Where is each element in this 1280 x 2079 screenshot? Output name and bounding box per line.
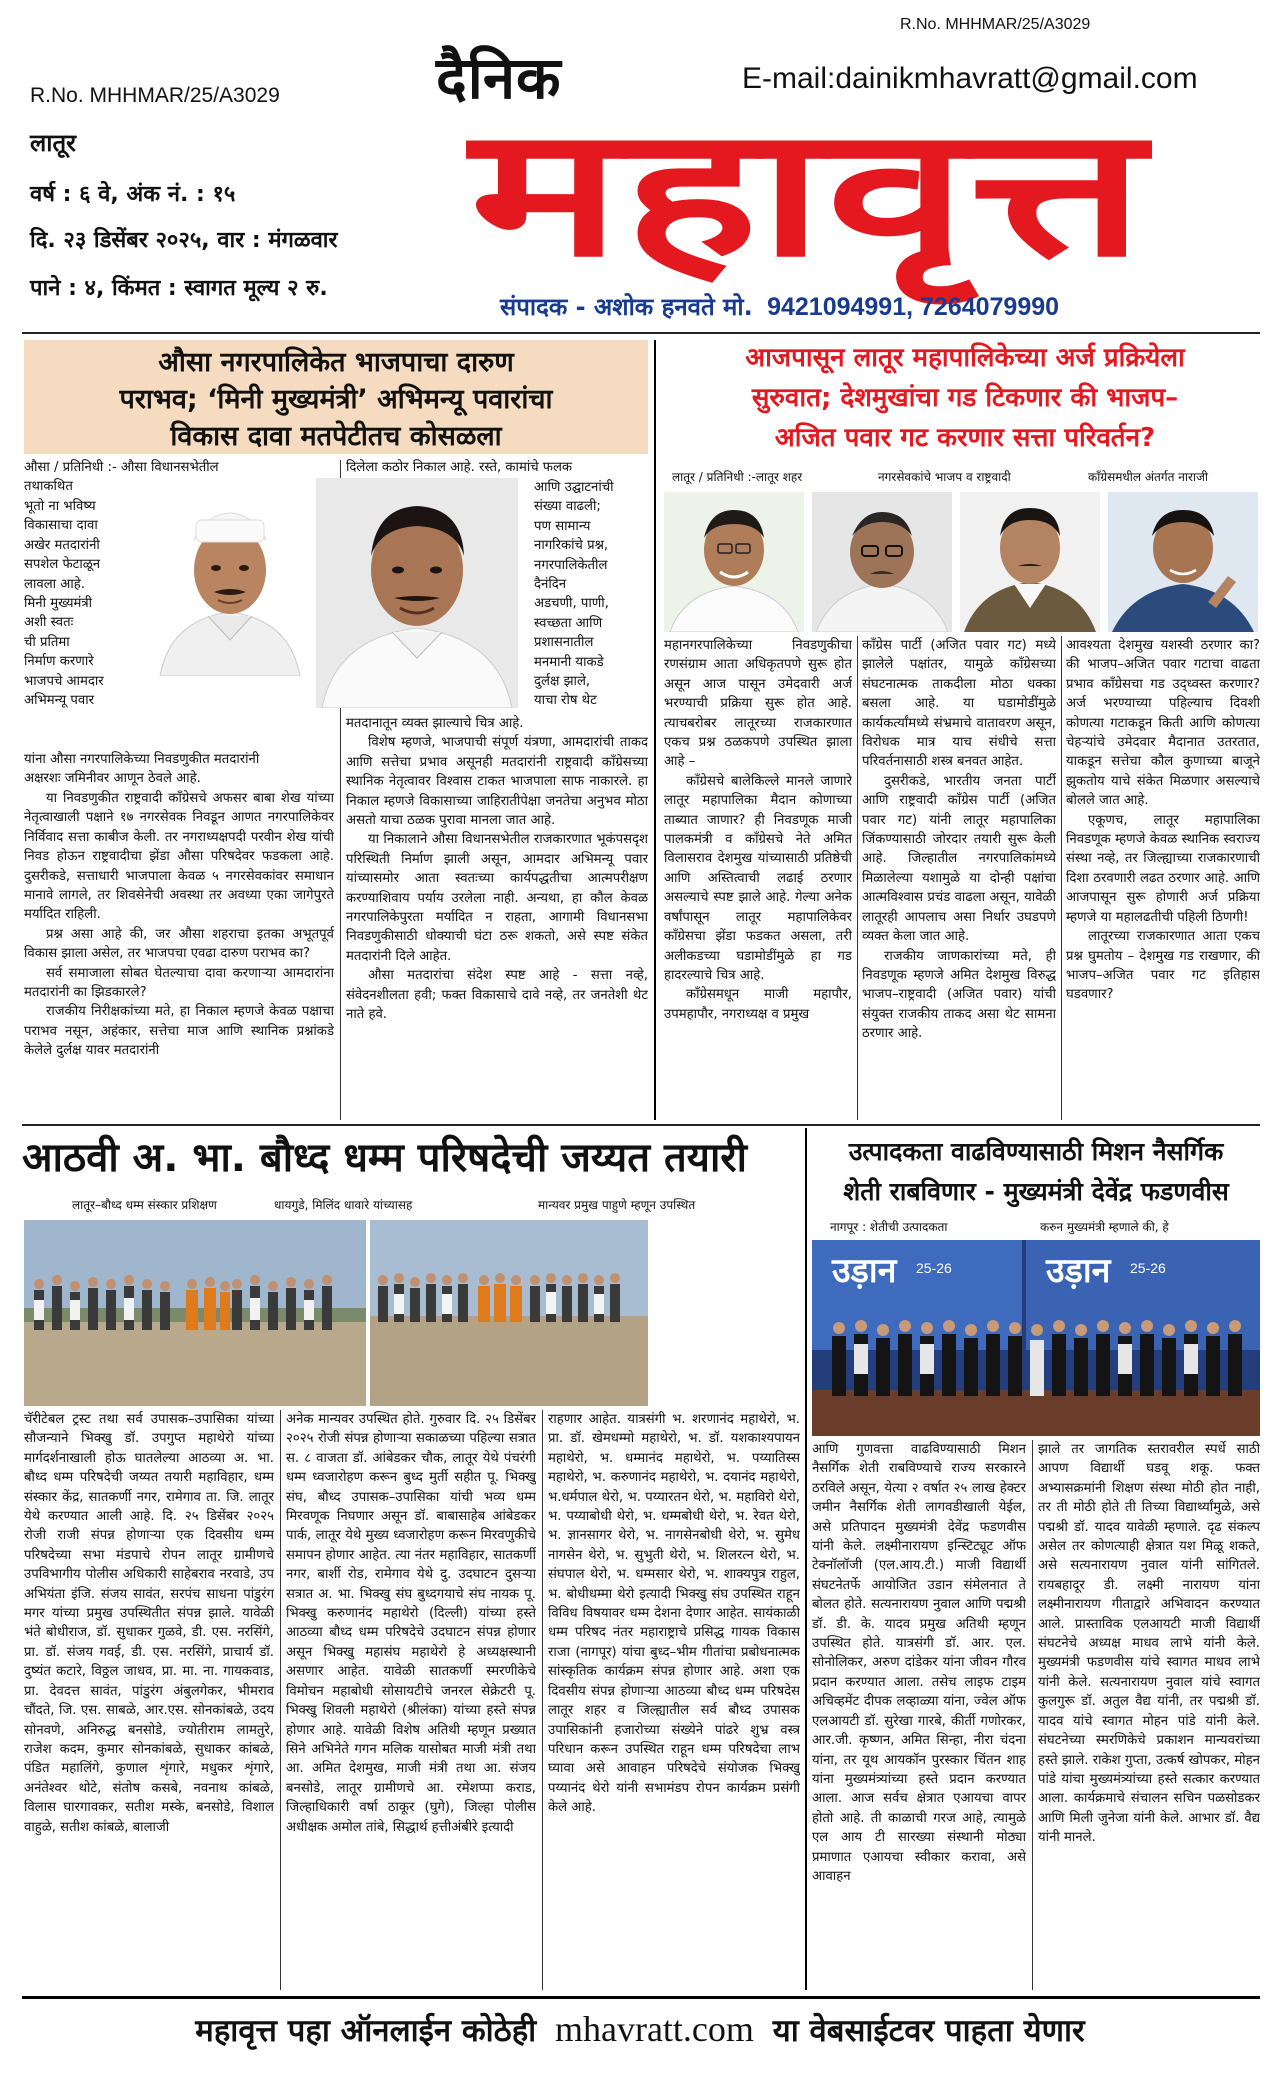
column-divider [1032,1440,1033,1990]
portrait-photo-3 [664,492,804,632]
story1-text: निर्माण करणारे [24,654,94,670]
story1-text: अक्षरशः जमिनीवर आणून ठेवले आहे. [24,771,201,787]
story3-paragraph: अनेक मान्यवर उपस्थित होते. गुरुवार दि. २५ डिसेंबर २०२५ रोजी संपन्न होणाऱ्या सकाळच्या पहिल्या सत्रात स. ८ वाजता डॉ. आंबेडकर चौक, लातूर येथे पंचरंगी धम्म ध्वजारोहण करून बुध्द मुर्ती सहीत पू. भिक्खु संघ, बौध्द उपासक–उपासिका यांची भव्य धम्म मिरवणूक निघणार असून डॉ. बाबासाहेब आंबेडकर पार्क, लातूर येथे मुख्य ध्वजारोहण करून मिरवणुकीचे समापन होणार आहेत. त्या नंतर महाविहार, सातकर्णी नगर, बार्शी रोड, रामेगाव येथे दु. उदघाटन दुसऱ्या सत्रात अ. भा. भिक्खु संघ बुध्दगयाचे संघ नायक पू. भिक्खु करुणानंद महाथेरो (दिल्ली) यांच्या हस्ते आठव्या बौध्द धम्म परिषदेचे उदघाटन संपन्न होणार असून भिक्खु महासंघ महाथेरो हे अध्यक्षस्थानी असणार आहेत. यावेळी सातकर्णी स्मरणीकेचे विमोचन महाबोधी सोसायटीचे जनरल सेक्रेटरी पू. भिक्खु शिवली महाथेरो (श्रीलंका) यांच्या हस्ते संपन्न होणार आहे. यावेळी विशेष अतिथी म्हणून प्रख्यात सिने अभिनेते गगन मलिक यासोबत माजी मंत्री तथा आ. अमित देशमुख, माजी मंत्री तथा आ. संजय बनसोडे, लातूर ग्रामीणचे आ. रमेशप्पा कराड, जिल्हाधिकारी वर्षा ठाकूर (घुगे), जिल्हा पोलीस अधीक्षक अमोल तांबे, सिद्धार्थ हत्तीअंबीरे इत्यादी [286,1412,536,1835]
story4-paragraph: झाले तर जागतिक स्तरावरील स्पर्धे साठी आपण विद्यार्थी घडवू शकू. फक्त अभ्यासक्रमांनी शिक्षण संस्था मोठी होत नाही, तर ती मोठी होते ती तिच्या विद्यार्थ्यांमुळे, असे पद्मश्री डॉ. यादव यावेळी म्हणाले. दृढ संकल्प असेल तर कोणत्याही क्षेत्रात यश मिळू शकते, असे सत्यनारायण नुवाल यांनी सांगितले. रायबहादूर डी. लक्ष्मी नारायण यांना लक्ष्मीनारायण गीताद्वारे अभिवादन करण्यात आले. प्रास्ताविक एलआयटी माजी विद्यार्थी संघटनेचे अध्यक्ष माधव लाभे यांनी केले. मुख्यमंत्री फडणवीस यांचे स्वागत माधव लाभे यांनी केले. सत्यनारायण नुवाल यांचे स्वागत कुलगुरू डॉ. अतुल वैद्य यांनी, तर पद्मश्री डॉ. यादव यांचे स्वागत मोहन पांडे यांनी केले. संघटनेच्या स्मरणिकेचे प्रकाशन मान्यवरांच्या हस्ते झाले. राकेश गुप्ता, उत्कर्ष खोपकर, मोहन पांडे यांचा मुख्यमंत्र्यांच्या हस्ते सत्कार करण्यात आला. कार्यक्रमाचे संचालन सचिन पळसोडकर आणि मिली जुनेजा यांनी केले. आभार डॉ. वैद्य यांनी मानले. [1038,1442,1260,1846]
section-rule [22,1124,1260,1126]
story1-text: दिलेला कठोर निकाल आहे. रस्ते, कामांचे फलक [346,460,573,475]
story2-headline [660,338,1270,458]
story1-paragraph: या निकालाने औसा विधानसभेतील राजकारणात भूकंपसदृश परिस्थिती निर्माण झाली असून, आमदार अभिमन्यू पवार यांच्यासमोर आता स्वतःच्या कार्यपद्धतीचा आत्मपरीक्षण करण्याशिवाय पर्याय उरलेला नाही. अन्यथा, हा कौल केवळ नगरपालिकेपुरता मर्यादित न राहता, आगामी विधानसभा निवडणुकीसाठी धोक्याची घंटा ठरू शकतो, असे स्पष्ट संकेत मतदारांनी दिले आहेत. [346,832,648,964]
story2-paragraph: आवश्यता देशमुख यशस्वी ठरणार का? की भाजप–अजित पवार गटाचा वाढता प्रभाव काँग्रेसचा गड उद्ध्वस्त करणार? अर्ज भरण्याच्या पहिल्याच दिवशी कोणत्या गटाकडून किती आणि कोणत्या चेहऱ्यांचे उमेदवार मैदानात उतरतात, याकडून सत्तेचा कौल कुणाच्या बाजूने झुकतोय याचे संकेत मिळणार असल्याचे बोलले जात आहे. [1066,638,1260,809]
story1-text: अभिमन्यू पवार [24,693,95,709]
email-address: E-mail:dainikmhavratt@gmail.com [742,62,1198,95]
story4-headline [808,1132,1264,1212]
footer-text-right: या वेबसाईटवर पाहता येणार [772,2013,1085,2049]
story2-paragraph: काँग्रेसमधून माजी महापौर, उपमहापौर, नगराध्यक्ष व प्रमुख [664,987,852,1022]
footer-rule [22,1996,1260,1999]
story1-text: मिनी मुख्यमंत्री [24,596,93,612]
story1-paragraph: औसा मतदारांचा संदेश स्पष्ट आहे - सत्ता नव्हे, संवेदनशीलता हवी; फक्त विकासाचे दावे नव्हे, तर जनतेशी थेट नाते हवे. [346,968,648,1023]
story1-text: ची प्रतिमा [24,634,70,650]
portrait-photo-4 [812,492,952,632]
story1-text: मनमानी याकडे [534,654,604,670]
story1-text: तथाकथित [24,479,73,495]
editor-phones: 9421094991, 7264079990 [767,293,1060,321]
story2-paragraph: लातूरच्या राजकारणात आता एकच प्रश्न घुमतोय – देशमुख गड राखणार, की भाजप–अजित पवार गट इतिहास घडवणार? [1066,929,1260,1003]
issue-date: दि. २३ डिसेंबर २०२५, वार : मंगळवार [30,228,338,253]
banner-year-left: 25-26 [916,1260,952,1276]
story1-text: पण सामान्य [534,518,591,534]
story1-paragraph: प्रश्न असा आहे की, जर औसा शहराचा इतका अभूतपूर्व विकास झाला असेल, तर भाजपचा एवढा दारुण पराभव का? [24,926,334,962]
story2-paragraph: महानगरपालिकेच्या निवडणुकीचा रणसंग्राम आता अधिकृतपणे सुरू होत असून आज पासून उमेदवारी अर्ज भरण्याची प्रक्रिया सुरू होत आहे. त्याचबरोबर लातूरच्या राजकारणात एकच प्रश्न ठळकपणे उपस्थित झाला आहे – [664,638,852,770]
story2-headline-line3: अजित पवार गट करणार सत्ता परिवर्तन? [774,423,1156,453]
story4-headline-line1: उत्पादकता वाढविण्यासाठी मिशन नैसर्गिक [848,1137,1224,1166]
story2-paragraph: एकूणच, लातूर महापालिका निवडणूक म्हणजे केवळ स्थानिक स्वराज्य संस्था नव्हे, तर जिल्ह्याच्या राजकारणाची दिशा ठरवणारी लढत ठरणार आहे. आणि आजपासून सुरू होणारी अर्ज प्रक्रिया म्हणजे या महालढतीची पहिली ठिणगी! [1066,812,1260,925]
story2-caption: काँग्रेसमधील अंतर्गत नाराजी [1088,470,1209,484]
story1-text: नगरपालिकेतील [534,557,608,573]
story3-headline: आठवी अ. भा. बौध्द धम्म परिषदेची जय्यत तयारी [22,1135,748,1181]
story1-text: लावला आहे. [24,576,85,592]
story1-text: संख्या वाढली; [534,499,601,515]
newspaper-name: महावृत्त [470,89,1148,296]
story1-col1-bottom [24,750,334,790]
story-divider [805,1128,807,1990]
conference-photo [812,1240,1260,1436]
story1-col1-body [24,789,334,1121]
story4-col2 [1038,1440,1260,1990]
column-divider [280,1410,281,1990]
event-photo-right [370,1220,648,1406]
footer-url[interactable]: mhavratt.com [554,2009,754,2049]
story1-text: भाजपचे आमदार [24,673,104,689]
dainik-label: दैनिक [436,44,562,112]
story1-text: प्रशासनातील [534,635,594,651]
story3-col3 [548,1410,800,1990]
story1-text: याचा रोष थेट [534,693,597,709]
story1-headline-line2: पराभव; ‘मिनी मुख्यमंत्री’ अभिमन्यू पवारांचा [119,384,553,415]
story2-col1 [664,636,852,1120]
story2-col2 [862,636,1056,1120]
story1-col2-top [346,458,648,478]
banner-year-right: 25-26 [1130,1260,1166,1276]
registration-number-top: R.No. MHHMAR/25/A3029 [900,16,1091,33]
story1-text: अडचणी, पाणी, [534,596,609,612]
story1-text: दुर्लक्ष झाले, [534,674,591,690]
editor-line [500,290,1059,323]
portrait-photo-1 [150,490,310,676]
story2-headline-line1: आजपासून लातूर महापालिकेच्या अर्ज प्रक्रियेला [745,343,1185,373]
banner-text-left: उड़ान [832,1251,897,1291]
story1-text: भूतो ना भविष्य [24,499,96,514]
city-label: लातूर [30,129,76,157]
story2-caption: नगरसेवकांचे भाजप व राष्ट्रवादी [878,470,1011,484]
story1-text: यांना औसा नगरपालिकेच्या निवडणुकीत मतदारांनी [24,752,260,767]
story3-col2 [286,1410,536,1990]
story1-paragraph: सर्व समाजाला सोबत घेतल्याचा दावा करणाऱ्या आमदारांना मतदारांनी का झिडकारले? [24,965,334,1001]
masthead-logo [470,89,1260,296]
pages-price: पाने : ४, किंमत : स्वागत मूल्य २ रु. [30,276,328,301]
story3-caption: मान्यवर प्रमुख पाहुणे म्हणून उपस्थित [538,1198,696,1212]
story2-headline-line2: सुरुवात; देशमुखांचा गड टिकणार की भाजप– [751,383,1179,413]
story4-caption: नागपूर : शेतीची उत्पादकता [830,1220,948,1234]
story1-col2-body [346,714,648,1120]
story3-paragraph: राहणार आहेत. यात्रसंगी भ. शरणानंद महाथेरो, भ. प्रा. डॉ. खेमधम्मो महाथेरो, भ. डॉ. यशकाश्यपायन महाथेरो, भ. धम्मानंद महाथेरो, भ. पय्यातिस्स महाथेरो, भ. करुणानंद महाथेरो, भ. दयानंद महाथेरो, भ.धर्मपाल थेरो, भ. पय्यारतन थेरो, भ. महाविरो थेरो, भ. पय्याबोधी थेरो, भ. धम्मबोधी थेरो, भ. रेवत थेरो, भ. ज्ञानसागर थेरो, भ. नागसेनबोधी थेरो, भ. सुमेध नागसेन थेरो, भ. सुभुती थेरो, भ. शिलरत्न थेरो, भ. संघपाल थेरो, भ. धम्मसार थेरो, भ. शाक्यपुत्र राहुल, भ. बोधीधम्मा थेरो इत्यादी भिक्खु संघ उपस्थित राहून विविध विषयावर धम्म देशना देणार आहेत. सायंकाळी धम्म परिषद नंतर महाराष्ट्राचे प्रसिद्ध गायक विकास राजा (नागपूर) यांचा बुध्द–भीम गीतांचा प्रबोधनात्मक सांस्कृतिक कार्यक्रम संपन्न होणार आहे. अशा एक दिवसीय संपन्न होणाऱ्या आठव्या बौध्द धम्म परिषदेस लातूर शहर व जिल्ह्यातील सर्व बौध्द उपासक उपासिकांनी हजारोच्या संख्येने पांढरे शुभ्र वस्त्र परिधान करून उपस्थित राहून धम्म परिषदेचा लाभ घ्यावा असे आवाहन परिषदेचे संयोजक भिक्खु पय्यानंद थेरो यांनी सभामंडप रोपन कार्यक्रम प्रसंगी केले आहे. [548,1412,800,1816]
story1-paragraph: या निवडणुकीत राष्ट्रवादी काँग्रेसचे अफसर बाबा शेख यांच्या नेतृत्वाखाली पक्षाने १७ नगरसेवक निवडून आणत नगरपालिकेवर निर्विवाद सत्ता काबीज केली. तर नगराध्यक्षपदी परवीन शेख यांची निवड होऊन राष्ट्रवादीचा झेंडा औसा परिषदेवर फडकला आहे. दुसरीकडे, सत्ताधारी भाजपाला केवळ ५ नगरसेवकांवर समाधान मानावे लागले, तर शिवसेनेची अवस्था तर अवध्या एका जागेपुरते मर्यादित राहिली. [24,791,334,923]
story3-paragraph: चॅरीटेबल ट्रस्ट तथा सर्व उपासक–उपासिका यांच्या सौजन्याने भिक्खु डॉ. उपगुप्त महाथेरो यांच्या मार्गदर्शनाखाली होऊ घातलेल्या आठव्या अ. भा. बौध्द धम्म परिषदेची जय्यत तयारी महाविहार, धम्म संस्कार केंद्र, सातकर्णी नगर, रामेगाव ता. जि. लातूर येथे करण्यात आली आहे. दि. २५ डिसेंबर २०२५ रोजी राजी संपन्न होणाऱ्या एक दिवसीय धम्म परिषदेच्या सभा मंडपाचे रोपन लातूर ग्रामीणचे उपविभागीय पोलीस अधिकारी साहेबराव नरवाडे, उप अभियंता इंजि. संजय सावंत, सरपंच साधना पांडुरंग मगर यांच्या प्रमुख उपस्थितीत संपन्न झाले. यावेळी भंते बोधीराज, डॉ. सुधाकर गुळवे, डी. एस. नरसिंगे, प्रा. डॉ. संजय गवई, डी. एस. नरसिंगे, प्राचार्य डॉ. दुष्यंत कटारे, विठ्ठल जाधव, प्रा. मा. ना. गायकवाड, प्रा. देवदत्त सावंत, पांडुरंग अंबुलगेकर, भीमराव चौंदते, जि. एस. साबळे, आर.एस. सोनकांबळे, उदय सोनवणे, अनिरुद्ध बनसोडे, ज्योतीराम लामतुरे, राजेश कदम, कुमार सोनकांबळे, सुधाकर कांबळे, पंडित महालिंगे, कुणाल शृंगारे, मधुकर शृंगारे, अनंतेश्वर थोटे, संतोष कसबे, नवनाथ कांबळे, विलास घारगावकर, सतीश मस्के, बनसोडे, विशाल वाहुळे, सतीश कांबळे, बालाजी [24,1412,274,1835]
banner-text-right: उड़ान [1046,1251,1111,1291]
story2-paragraph: दुसरीकडे, भारतीय जनता पार्टी आणि राष्ट्रवादी काँग्रेस पार्टी (अजित पवार गट) यांनी लातूर महापालिका जिंकण्यासाठी जोरदार तयारी सुरू केली आहे. जिल्हातील नगरपालिकांमध्ये मिळालेल्या यशामुळे या दोन्ही पक्षांचा आत्मविश्वास प्रचंड वाढला असून, यावेळी लातूरही आपलाच असा निर्धार उघडपणे व्यक्त केला जात आहे. [862,773,1056,945]
story1-text: दैनंदिन [534,577,567,593]
portrait-photo-2 [316,478,518,708]
story4-paragraph: आणि गुणवत्ता वाढविण्यासाठी मिशन नैसर्गिक शेती राबविण्याचे राज्य सरकारने ठरविले असून, येत्या २ वर्षात २५ लाख हेक्टर जमीन नैसर्गिक शेती लागवडीखाली येईल, असे प्रतिपादन मुख्यमंत्री देवेंद्र फडणवीस यांनी केले. लक्ष्मीनारायण इन्स्टिट्यूट ऑफ टेक्नॉलॉजी (एल.आय.टी.) माजी विद्यार्थी संघटनेतर्फे आयोजित उडान संमेलनात ते बोलत होते. सत्यनारायण नुवाल आणि पद्मश्री डॉ. डी. के. यादव प्रमुख अतिथी म्हणून उपस्थित होते. यात्रसंगी डॉ. आर. एल. सोनोलिकर, अरुण दांडेकर यांना जीवन गौरव प्रदान करण्यात आला. तसेच लाइफ टाइम अचिव्हमेंट दीपक लव्हाळ्या यांना, ज्वेल ऑफ एलआयटी डॉ. सुरेखा गारबे, कीर्ती गणोरकर, आर.जी. कृष्णन, अमित सिन्हा, नीरा चंदना यांना, तर यूथ आयकॉन पुरस्कार चिंतन शाह यांना मुख्यमंत्र्यांच्या हस्ते प्रदान करण्यात आला. आज सर्वच क्षेत्रात एआयचा वापर होतो आहे. ती काळाची गरज आहे, त्यामुळे एल आय टी सारख्या संस्थानी मोठ्या प्रमाणात एआयचा स्वीकार करावा, असे आवाहन [812,1442,1026,1884]
footer-banner [0,2008,1280,2051]
story1-col2-right [534,478,648,714]
story2-paragraph: राजकीय जाणकारांच्या मते, ही निवडणूक म्हणजे अमित देशमुख विरुद्ध भाजप–राष्ट्रवादी (अजित पवार) यांची संयुक्त राजकीय ताकद असा थेट सामना ठरणार आहे. [862,948,1056,1042]
story2-paragraph: काँग्रेस पार्टी (अजित पवार गट) मध्ये झालेले पक्षांतर, यामुळे काँग्रेसच्या संघटनात्मक ताकदीला मोठा धक्का बसला आहे. या घडामोडींमुळे कार्यकर्त्यांमध्ये संभ्रमाचे वातावरण असून, विरोधक मात्र याच संधीचे सत्ता परिवर्तनासाठी शस्त्र बनवत आहेत. [862,638,1056,770]
story1-col1-wrap [24,497,152,751]
column-divider [542,1410,543,1990]
story2-caption: लातूर / प्रतिनिधी :-लातूर शहर [672,470,803,484]
story3-caption: धायगुडे, मिलिंद धावारे यांच्यासह [274,1198,413,1212]
masthead-rule [22,332,1260,334]
story2-paragraph: काँग्रेसचे बालेकिल्ले मानले जाणारे लातूर महापालिका मैदान कोणाच्या ताब्यात जाणार? ही निवडणूक माजी पालकमंत्री व काँग्रेसचे नेते अमित विलासराव देशमुख यांच्यासाठी प्रतिष्ठेची आणि अस्तित्वाची लढाई ठरणार असल्याचे स्पष्ट झाले आहे. गेल्या अनेक वर्षांपासून लातूर महापालिकेवर काँग्रेसचा झेंडा फडकत असला, तरी अलीकडच्या घडामोडींमुळे हा गड हादरल्याचे चित्र आहे. [664,773,852,983]
story3-col1 [24,1410,274,1990]
registration-number: R.No. MHHMAR/25/A3029 [30,84,280,107]
year-issue: वर्ष : ६ वे, अंक नं. : १५ [30,182,236,207]
story1-text: नागरिकांचे प्रश्न, [534,538,609,554]
event-photo-left [24,1220,366,1406]
editor-name: संपादक - अशोक हनवते मो. [500,293,753,321]
portrait-photo-6 [1108,492,1258,632]
column-divider [1061,636,1062,1120]
story1-text: अशी स्वतः [24,615,74,631]
story4-caption: करुन मुख्यमंत्री म्हणाले की, हे [1040,1220,1169,1234]
story1-headline-line1: औसा नगरपालिकेत भाजपाचा दारुण [158,347,514,378]
story1-paragraph: मतदानातून व्यक्त झाल्याचे चित्र आहे. [346,716,524,731]
story1-text: अखेर मतदारांनी [24,537,100,553]
column-divider [857,636,858,1120]
story1-paragraph: राजकीय निरीक्षकांच्या मते, हा निकाल म्हणजे केवळ पक्षाचा पराभव नसून, अहंकार, सत्तेचा माज आणि स्थानिक प्रश्नांकडे केलेले दुर्लक्ष यावर मतदारांनी [24,1004,334,1059]
story-divider [654,340,656,1120]
story2-col3 [1066,636,1260,1120]
story1-text: आणि उद्घाटनांची [534,480,614,495]
story1-headline-line3: विकास दावा मतपेटीतच कोसळला [170,421,502,452]
story1-paragraph: विशेष म्हणजे, भाजपाची संपूर्ण यंत्रणा, आमदारांची ताकद आणि सत्तेचा प्रभाव असूनही मतदारांनी राष्ट्रवादी काँग्रेसच्या स्थानिक नेतृत्वावर विश्वास टाकत भाजपाला साफ नाकारले. हा निकाल म्हणजे विकासाच्या जाहिरातीपेक्षा जनतेचा अनुभव मोठा असतो याचा ठळक पुरावा मानला जात आहे. [346,735,648,829]
story1-headline [24,344,648,455]
story1-text: स्वच्छता आणि [534,615,603,631]
story1-text: सपशेल फेटाळून [24,557,101,573]
story4-headline-line2: शेती राबविणार - मुख्यमंत्री देवेंद्र फडणवीस [843,1177,1229,1206]
portrait-photo-5 [960,492,1100,632]
story4-col1 [812,1440,1026,1990]
story3-caption: लातूर–बौध्द धम्म संस्कार प्रशिक्षण [72,1198,217,1212]
story1-text: विकासाचा दावा [24,518,98,534]
footer-text-left: महावृत्त पहा ऑनलाईन कोठेही [195,2013,537,2049]
story1-text: औसा / प्रतिनिधी :- औसा विधानसभेतील [24,460,219,475]
